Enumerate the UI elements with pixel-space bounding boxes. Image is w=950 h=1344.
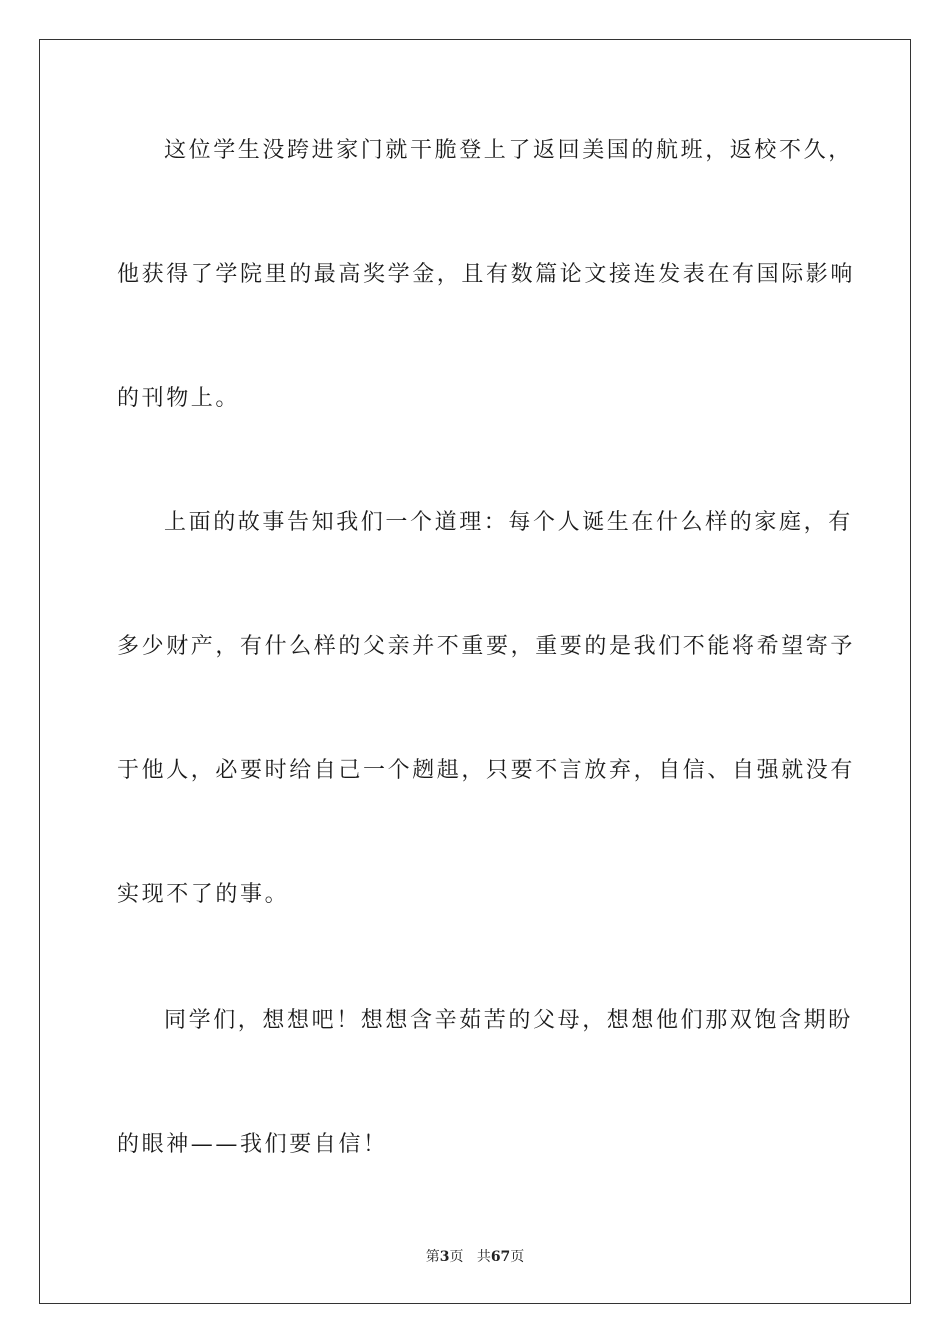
paragraph-2-line-2: 多少财产，有什么样的父亲并不重要，重要的是我们不能将希望寄予 [117,634,856,659]
page-footer [0,1248,950,1266]
page-border [39,39,911,1304]
paragraph-1-line-3: 的刊物上。 [117,386,241,411]
paragraph-3-line-1: 同学们，想想吧！想想含辛茹苦的父母，想想他们那双饱含期盼 [164,1008,853,1033]
page-number: 3 [439,1249,450,1265]
paragraph-1-line-1: 这位学生没跨进家门就干脆登上了返回美国的航班，返校不久， [164,138,853,163]
page-suffix: 页 [449,1249,464,1265]
paragraph-3-line-2: 的眼神——我们要自信！ [117,1132,388,1157]
total-pages: 67 [490,1249,511,1265]
page-prefix: 第 [425,1249,440,1265]
total-prefix: 共 [476,1249,491,1265]
paragraph-1-line-2: 他获得了学院里的最高奖学金，且有数篇论文接连发表在有国际影响 [117,262,856,287]
paragraph-2-line-4: 实现不了的事。 [117,882,290,907]
paragraph-2-line-3: 于他人，必要时给自己一个趔趄，只要不言放弃，自信、自强就没有 [117,758,856,783]
total-suffix: 页 [510,1249,525,1265]
paragraph-2-line-1: 上面的故事告知我们一个道理：每个人诞生在什么样的家庭，有 [164,510,853,535]
